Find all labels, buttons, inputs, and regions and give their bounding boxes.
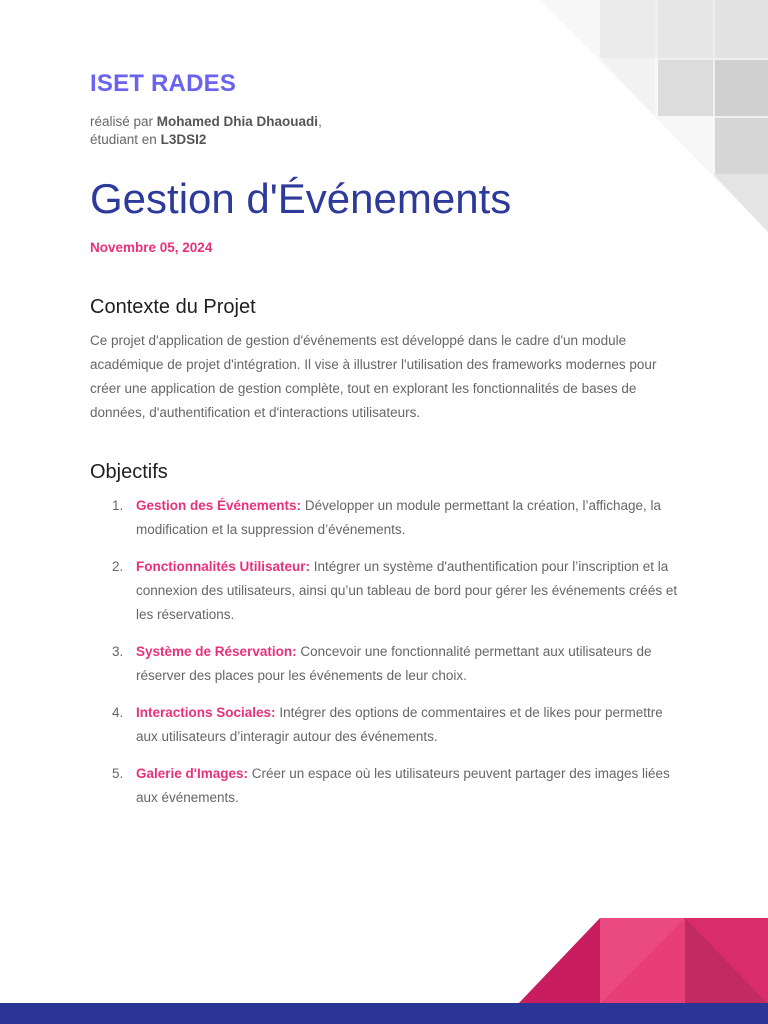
objective-number: 5. [112, 766, 124, 781]
bottom-bar [0, 1003, 768, 1024]
objectives-list [90, 494, 680, 823]
author-name: Mohamed Dhia Dhaouadi [156, 114, 319, 129]
objective-number: 3. [112, 644, 124, 659]
objective-item [90, 494, 680, 542]
objective-text: Intégrer un système d'authentification pour l’inscription et la connexion des utilisateurs, ainsi qu’un tableau de bord pour gérer les événements créés et les réservations. [136, 559, 678, 622]
class-name: L3DSI2 [160, 132, 207, 147]
objective-label: Système de Réservation: [136, 644, 297, 659]
objective-label: Fonctionnalités Utilisateur: [136, 559, 311, 574]
objective-text: Intégrer des options de commentaires et de likes pour permettre aux utilisateurs d’interagir autour des événements. [136, 705, 663, 744]
objective-number: 4. [112, 705, 124, 720]
top-right-pattern [540, 0, 768, 240]
byline-prefix: réalisé par [90, 114, 154, 129]
objective-item [90, 762, 680, 810]
objective-item [90, 640, 680, 688]
objective-label: Interactions Sociales: [136, 705, 276, 720]
objective-item [90, 555, 680, 627]
bottom-right-pattern [518, 916, 768, 1006]
objective-item [90, 701, 680, 749]
document-date: Novembre 05, 2024 [90, 240, 213, 255]
school-name: ISET RADES [90, 70, 237, 97]
objective-number: 2. [112, 559, 124, 574]
objective-text: Développer un module permettant la création, l’affichage, la modification et la suppression d’événements. [136, 498, 662, 537]
context-heading: Contexte du Projet [90, 296, 256, 318]
objective-number: 1. [112, 498, 124, 513]
byline-suffix: , [318, 114, 322, 129]
objectives-heading: Objectifs [90, 461, 168, 483]
objective-label: Gestion des Événements: [136, 498, 302, 513]
student-prefix: étudiant en [90, 132, 157, 147]
author-byline [90, 113, 322, 149]
objective-text: Concevoir une fonctionnalité permettant aux utilisateurs de réserver des places pour les événements de leur choix. [136, 644, 652, 683]
document-title: Gestion d'Événements [90, 175, 512, 222]
objective-label: Galerie d'Images: [136, 766, 249, 781]
context-paragraph: Ce projet d'application de gestion d'événements est développé dans le cadre d'un module académique de projet d'intégration. Il vise à illustrer l'utilisation des frameworks modernes pour créer une application de gestion complète, tout en explorant les fonctionnalités de bases de données, d'authentification et d'interactions utilisateurs. [90, 333, 657, 420]
objective-text: Créer un espace où les utilisateurs peuvent partager des images liées aux événements. [136, 766, 670, 805]
